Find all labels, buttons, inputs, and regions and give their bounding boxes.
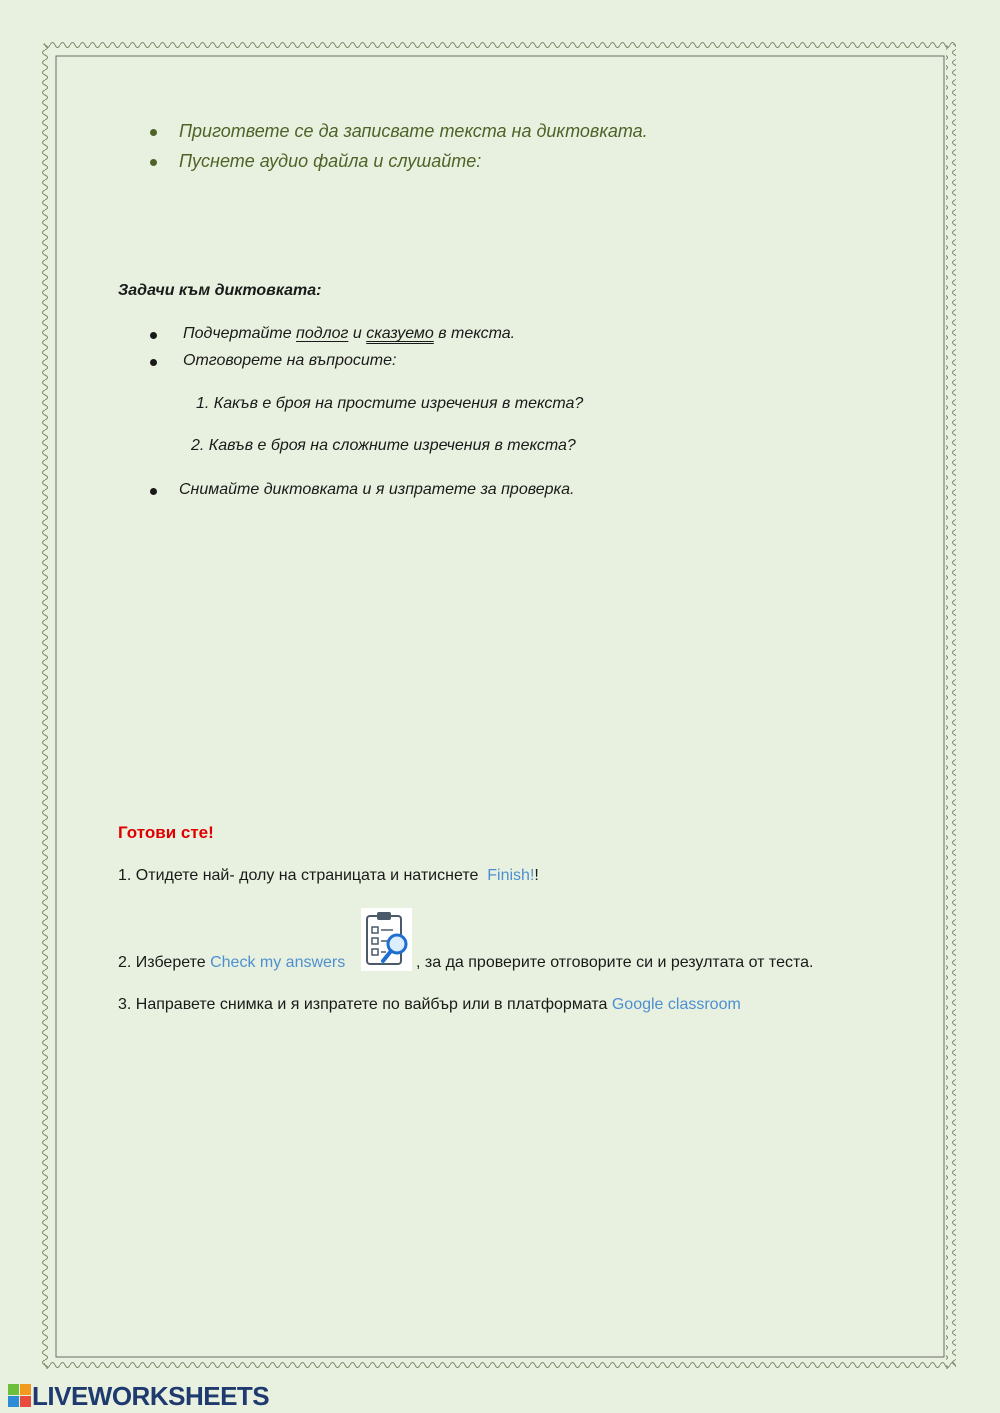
tasks-heading: Задачи към диктовката: [118,282,322,299]
subject-word: подлог [296,325,349,342]
finish-heading: Готови сте! [118,823,214,842]
finish-step-3 [118,996,741,1014]
step-1-post: ! [534,867,539,884]
intro-bullet-2: Пуснете аудио файла и слушайте: [179,151,482,171]
task-answer-questions: Отговорете на въпросите: [183,352,397,369]
step-3-text: 3. Направете снимка и я изпратете по вайбър или в платформата [118,996,612,1013]
bullet-dot [150,488,157,495]
google-classroom-link[interactable]: Google classroom [611,996,741,1013]
bullet-dot [150,129,157,136]
finish-link[interactable]: Finish! [487,867,535,884]
finish-step-2 [118,954,345,972]
bullet-dot [150,159,157,166]
question-2: 2. Кавъв е броя на сложните изречения в текста? [191,437,576,454]
step-2-post: , за да проверите отговорите си и резултата от теста. [416,954,814,971]
logo-text: LIVEWORKSHEETS [32,1381,270,1411]
step-1-text: 1. Отидете най- долу на страницата и натиснете [118,867,488,884]
bullet-dot [150,332,157,339]
task-photo: Снимайте диктовката и я изпратете за проверка. [179,481,575,498]
task-underline-pre: Подчертайте [183,325,297,342]
clipboard-magnifier-icon [361,908,412,971]
task-underline-mid: и [348,325,367,342]
predicate-word: сказуемо [366,325,434,342]
bullet-dot [150,359,157,366]
intro-bullet-1: Пригответе се да записвате текста на диктовката. [179,121,648,141]
finish-step-1 [118,867,539,885]
task-underline [183,325,515,343]
task-underline-post: в текста. [433,325,516,342]
question-1: 1. Какъв е броя на простите изречения в текста? [196,395,584,412]
liveworksheets-logo-mark [8,1384,32,1408]
step-2-text: 2. Изберете [118,954,211,971]
check-answers-link[interactable]: Check my answers [210,954,346,971]
